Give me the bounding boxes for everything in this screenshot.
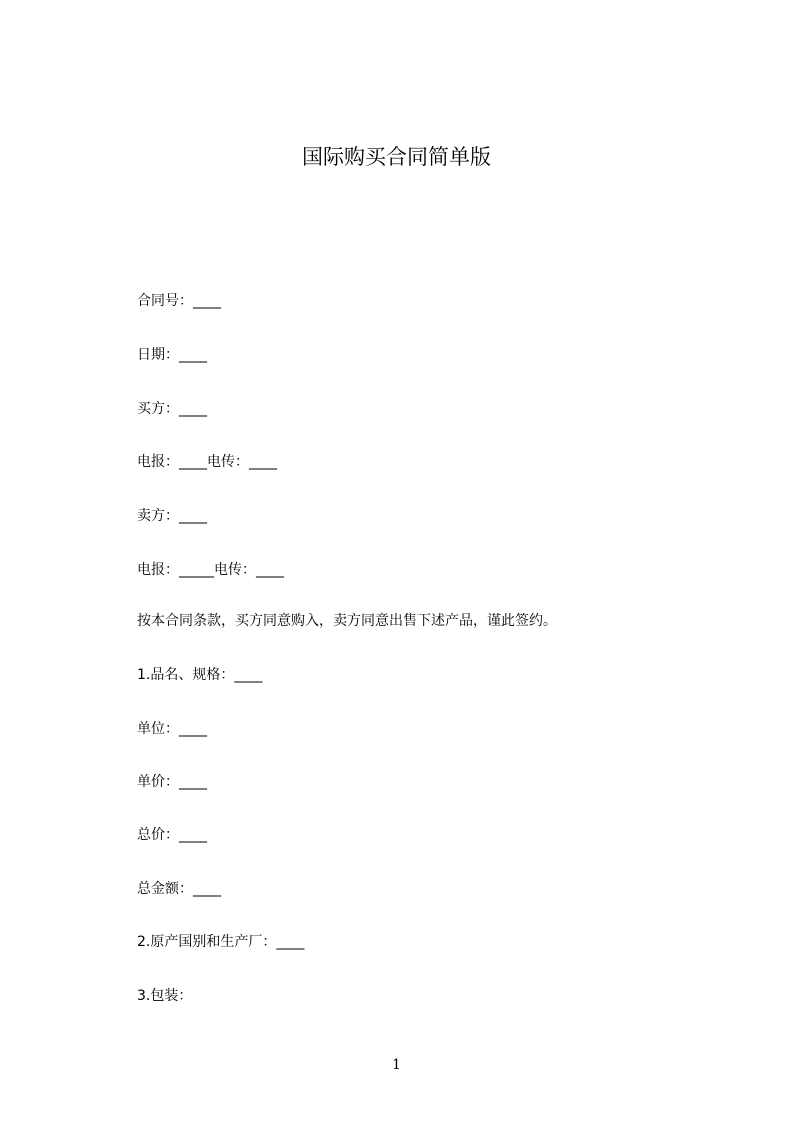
origin-manufacturer-line: 2.原产国别和生产厂：____ [137, 934, 305, 950]
total-amount-line: 总金额：____ [137, 881, 221, 897]
agreement-statement: 按本合同条款，买方同意购入，卖方同意出售下述产品，谨此签约。 [137, 613, 557, 629]
packaging-line: 3.包装： [137, 988, 193, 1004]
seller-contact-line: 电报：_____电传：____ [137, 562, 284, 578]
contract-number-line: 合同号：____ [137, 293, 221, 309]
unit-line: 单位：____ [137, 721, 207, 737]
buyer-line: 买方：____ [137, 401, 207, 417]
total-price-line: 总价：____ [137, 827, 207, 843]
buyer-contact-line: 电报：____电传：____ [137, 454, 277, 470]
document-title: 国际购买合同简单版 [302, 145, 491, 169]
date-line: 日期：____ [137, 347, 207, 363]
unit-price-line: 单价：____ [137, 774, 207, 790]
seller-line: 卖方：____ [137, 508, 207, 524]
product-spec-line: 1.品名、规格：____ [137, 667, 263, 683]
page-number: 1 [392, 1057, 401, 1073]
